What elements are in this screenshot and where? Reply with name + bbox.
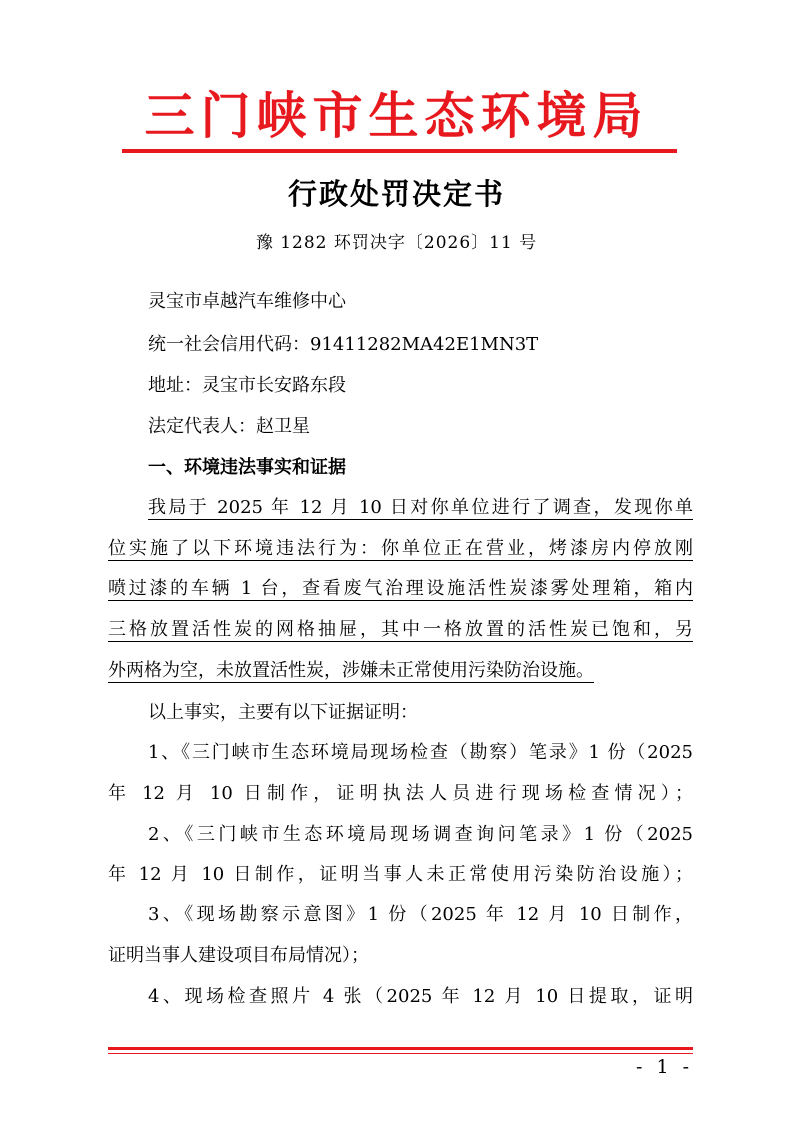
facts-line: 外两格为空，未放置活性炭，涉嫌未正常使用污染防治设施。: [108, 660, 594, 681]
agency-title: 三门峡市生态环境局: [144, 86, 649, 145]
page-number: - 1 -: [635, 1056, 693, 1078]
facts-line: 喷过漆的车辆 1 台，查看废气治理设施活性炭漆雾处理箱，箱内: [108, 578, 693, 599]
section-heading-facts: 一、环境违法事实和证据: [148, 457, 346, 478]
document-title: 行政处罚决定书: [287, 177, 505, 211]
party-address: 地址：灵宝市长安路东段: [148, 375, 346, 396]
facts-line: 我局于 2025 年 12 月 10 日对你单位进行了调查，发现你单: [148, 497, 693, 518]
legal-representative: 法定代表人：赵卫星: [148, 416, 310, 437]
party-name: 灵宝市卓越汽车维修中心: [148, 291, 346, 312]
document-number: 豫 1282 环罚决字〔2026〕11 号: [255, 233, 538, 253]
evidence-line: 3、《现场勘察示意图》1 份（2025 年 12 月 10 日制作，: [148, 904, 693, 925]
red-header-rule: [122, 149, 677, 153]
evidence-line: 2、《三门峡市生态环境局现场调查询问笔录》1 份（2025: [148, 824, 693, 845]
facts-line: 位实施了以下环境违法行为：你单位正在营业，烤漆房内停放刚: [108, 538, 693, 559]
evidence-intro: 以上事实，主要有以下证据证明：: [148, 702, 418, 723]
evidence-line: 证明当事人建设项目布局情况）；: [108, 945, 369, 966]
credit-code: 统一社会信用代码：91411282MA42E1MN3T: [148, 334, 539, 355]
evidence-line: 1、《三门峡市生态环境局现场检查（勘察）笔录》1 份（2025: [148, 742, 693, 763]
footer-rule-thick: [108, 1047, 693, 1050]
facts-line: 三格放置活性炭的网格抽屉，其中一格放置的活性炭已饱和，另: [108, 619, 693, 640]
evidence-line: 年 12 月 10 日制作，证明执法人员进行现场检查情况）；: [108, 783, 693, 804]
evidence-line: 4、现场检查照片 4 张（2025 年 12 月 10 日提取，证明: [148, 986, 693, 1007]
evidence-line: 年 12 月 10 日制作，证明当事人未正常使用污染防治设施）；: [108, 864, 693, 885]
